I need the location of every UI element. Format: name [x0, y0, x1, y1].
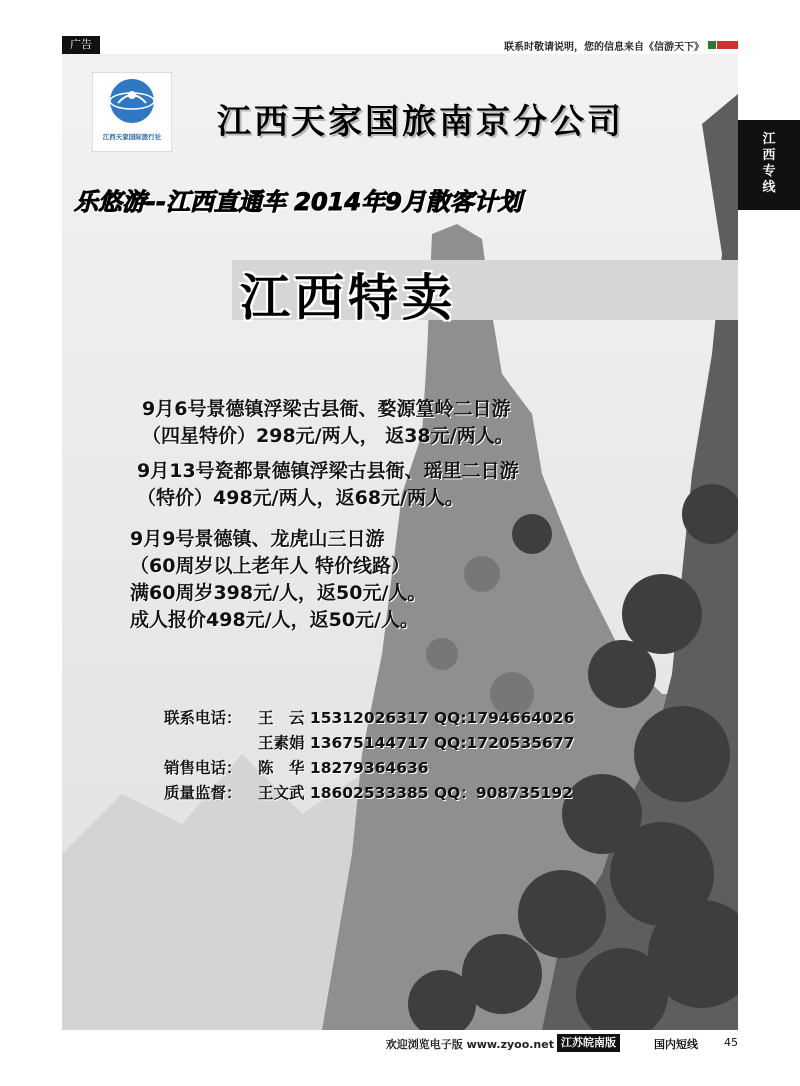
contact-label: 销售电话： [164, 759, 242, 777]
tour-item [137, 458, 519, 512]
tour-title: 9月9号景德镇、龙虎山三日游 [130, 528, 385, 550]
ad-tag: 广告 [62, 36, 100, 54]
tour-price: （特价）498元/两人，返68元/两人。 [137, 487, 464, 509]
contact-qq: QQ:1794664026 [433, 709, 575, 727]
page-footer [62, 1034, 738, 1052]
contact-name: 王 云 [258, 709, 305, 727]
contact-phone: 18279364636 [309, 759, 429, 777]
contact-name: 陈 华 [258, 759, 305, 777]
tour-price: 满60周岁398元/人，返50元/人。 [130, 582, 427, 604]
globe-icon [93, 73, 171, 133]
contact-qq: QQ:1720535677 [433, 734, 575, 752]
contact-phone: 13675144717 [309, 734, 429, 752]
top-bar [62, 36, 738, 54]
contact-name: 王素娟 [258, 734, 305, 752]
contact-label: 联系电话： [164, 709, 242, 727]
company-name: 江西天家国旅南京分公司 [217, 102, 624, 142]
logo-caption: 江西天家国际旅行社 [102, 133, 162, 141]
tour-price: 成人报价498元/人，返50元/人。 [130, 609, 419, 631]
contact-row [164, 731, 574, 756]
company-logo [92, 72, 172, 152]
brand-logo-icon [708, 39, 738, 51]
poster-ad [62, 54, 738, 1030]
source-note: 联系时敬请说明，您的信息来自《信游天下》 [504, 42, 704, 53]
contact-phone: 15312026317 [309, 709, 429, 727]
tour-title: 9月13号瓷都景德镇浮梁古县衙、瑶里二日游 [137, 460, 519, 482]
side-tab-label: 江西专线 [762, 132, 776, 195]
tour-item [130, 526, 426, 634]
contact-label: 质量监督： [164, 784, 242, 802]
sale-heading: 江西特卖 [240, 269, 456, 327]
contact-row [164, 756, 574, 781]
section-side-tab [738, 120, 800, 210]
tour-note: （60周岁以上老年人 特价线路） [130, 555, 411, 577]
contact-list [164, 706, 574, 806]
contact-qq: QQ：908735192 [433, 784, 573, 802]
contact-phone: 18602533385 [309, 784, 429, 802]
tour-price: （四星特价）298元/两人， 返38元/两人。 [142, 425, 514, 447]
contact-row [164, 706, 574, 731]
contact-name: 王文武 [258, 784, 305, 802]
tour-item [142, 396, 514, 450]
footer-section: 国内短线 [654, 1038, 698, 1051]
edition-badge: 江苏皖南版 [557, 1034, 620, 1052]
page-number: 45 [724, 1036, 738, 1049]
tour-title: 9月6号景德镇浮梁古县衙、婺源篁岭二日游 [142, 398, 511, 420]
contact-row [164, 781, 574, 806]
footer-welcome: 欢迎浏览电子版 www.zyoo.net [385, 1038, 554, 1051]
plan-title: 乐悠游--江西直通车 2014年9月散客计划 [74, 188, 522, 216]
